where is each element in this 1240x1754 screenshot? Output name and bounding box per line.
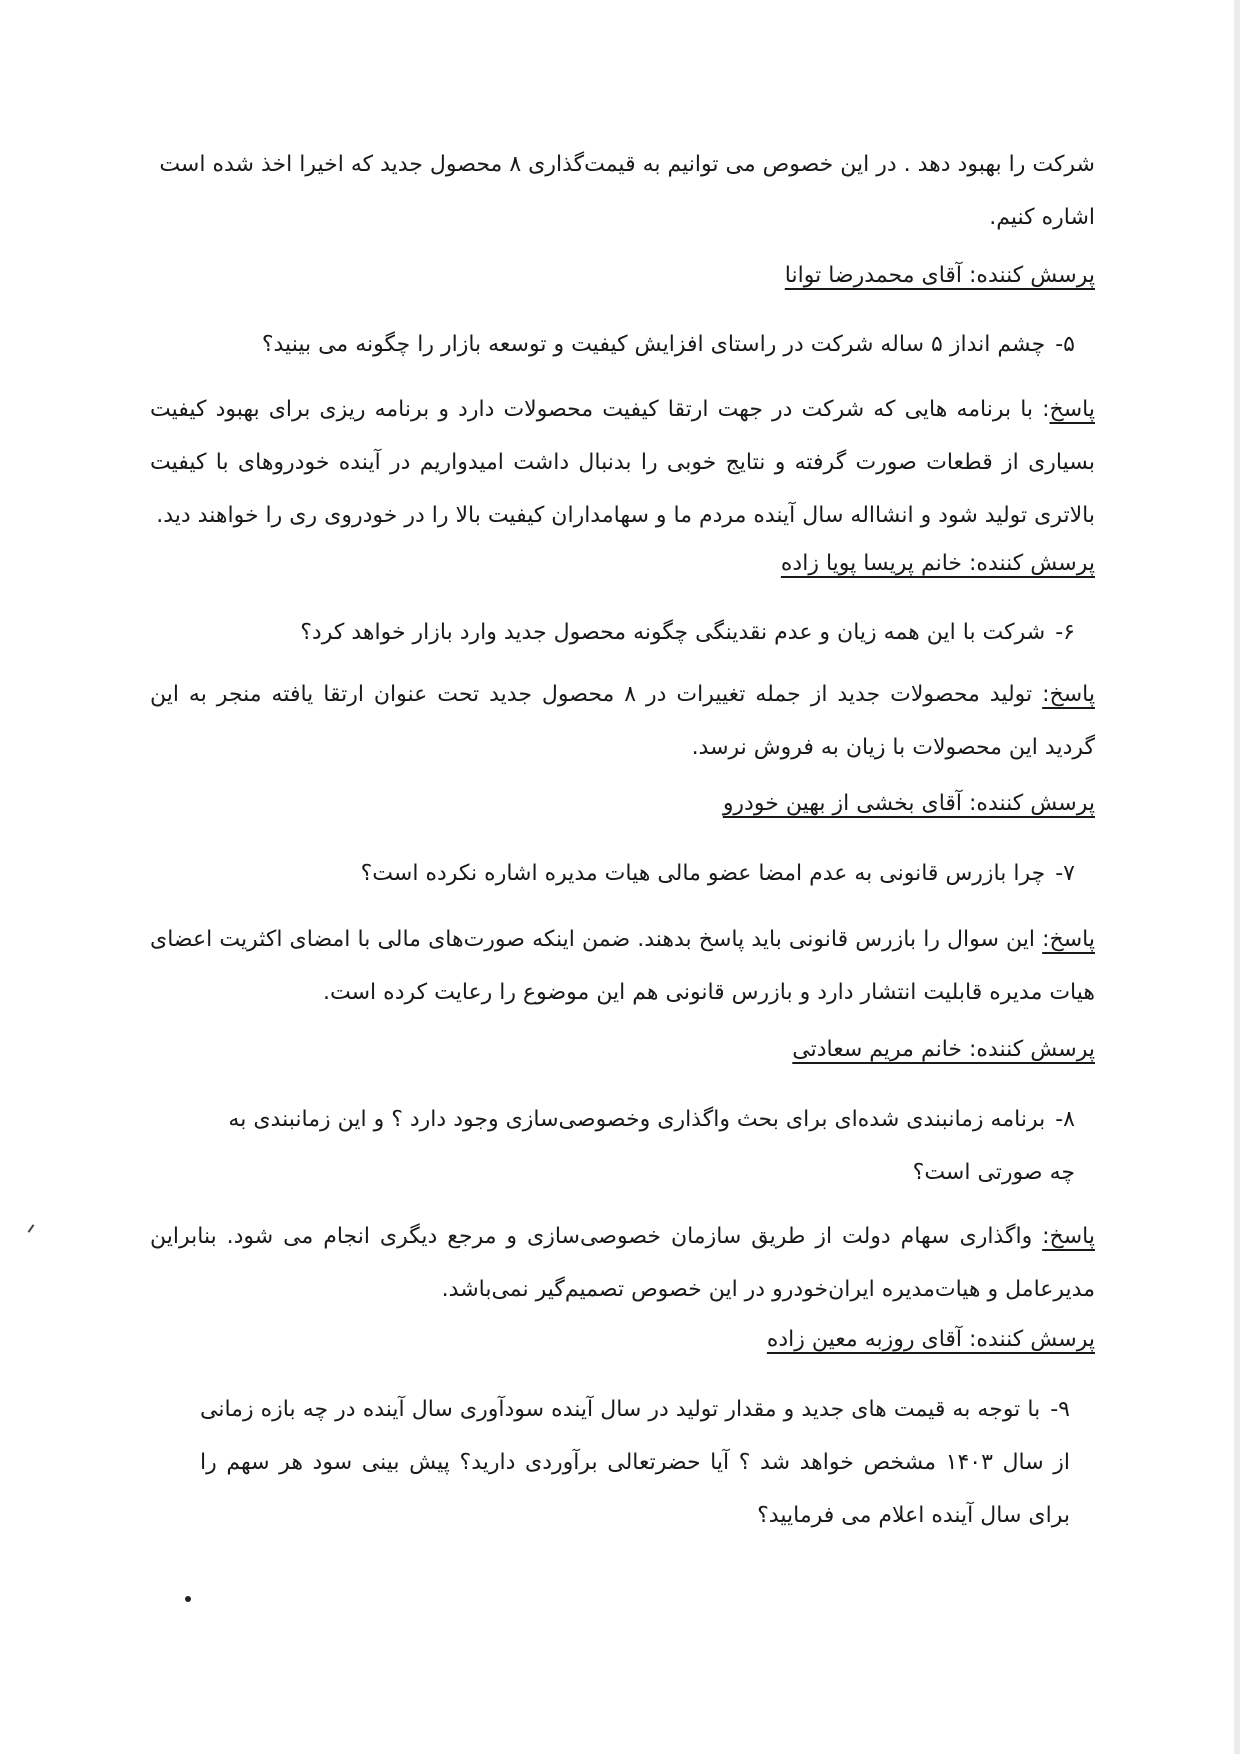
question-number: ۵- bbox=[1055, 332, 1075, 357]
intro-paragraph bbox=[150, 138, 1095, 244]
ink-dot bbox=[185, 1596, 191, 1602]
question-9 bbox=[200, 1383, 1070, 1542]
intro-line-2: اشاره کنیم. bbox=[989, 205, 1095, 230]
question-number: ۷- bbox=[1055, 861, 1075, 886]
answer-6 bbox=[150, 668, 1095, 774]
asker-8: پرسش کننده: خانم مریم سعادتی bbox=[792, 1037, 1095, 1062]
question-number: ۸- bbox=[1055, 1107, 1075, 1132]
answer-label: پاسخ: bbox=[1042, 927, 1095, 952]
question-number: ۶- bbox=[1055, 620, 1075, 645]
asker-6: پرسش کننده: خانم پریسا پویا زاده bbox=[780, 551, 1095, 576]
question-text: برنامه زمانبندی شده‌ای برای بحث واگذاری وخصوصی‌سازی وجود دارد ؟ و این زمانبندی به چه صورتی است؟ bbox=[228, 1107, 1075, 1185]
answer-label: پاسخ bbox=[1049, 397, 1095, 422]
asker-5: پرسش کننده: آقای محمدرضا توانا bbox=[784, 263, 1095, 288]
question-text: شرکت با این همه زیان و عدم نقدینگی چگونه محصول جدید وارد بازار خواهد کرد؟ bbox=[300, 620, 1046, 645]
scan-edge-shadow bbox=[1234, 0, 1240, 1754]
answer-label: پاسخ: bbox=[1042, 1224, 1095, 1249]
answer-text: این سوال را بازرس قانونی باید پاسخ بدهند. ضمن اینکه صورت‌های مالی با امضای اکثریت اعضای هیات مدیره قابلیت انتشار دارد و بازرس قانونی هم این موضوع را رعایت کرده است. bbox=[150, 927, 1095, 1005]
question-7 bbox=[361, 847, 1075, 900]
answer-label: پاسخ: bbox=[1042, 682, 1095, 707]
question-number: ۹- bbox=[1050, 1397, 1070, 1422]
answer-text: تولید محصولات جدید از جمله تغییرات در ۸ محصول جدید تحت عنوان ارتقا یافته منجر به این گردید این محصولات با زیان به فروش نرسد. bbox=[150, 682, 1095, 760]
question-text: چشم انداز ۵ ساله شرکت در راستای افزایش کیفیت و توسعه بازار را چگونه می بینید؟ bbox=[261, 332, 1046, 357]
intro-line-1: شرکت را بهبود دهد . در این خصوص می توانیم به قیمت‌گذاری ۸ محصول جدید که اخیرا اخذ شده است bbox=[159, 152, 1095, 177]
question-6 bbox=[300, 606, 1075, 659]
asker-7: پرسش کننده: آقای بخشی از بهین خودرو bbox=[722, 791, 1095, 816]
answer-7 bbox=[150, 913, 1095, 1019]
answer-text: : با برنامه هایی که شرکت در جهت ارتقا کیفیت محصولات دارد و برنامه ریزی برای بهبود کیفیت بسیاری از قطعات صورت گرفته و نتایج خوبی را بدنبال داشت امیدواریم در آینده خودروهای با کیفیت بالاتری تولید شود و انشااله سال آینده مردم ما و سهامداران کیفیت بالا را در خودروی ری را خواهند دید. bbox=[150, 397, 1095, 528]
question-8 bbox=[200, 1093, 1075, 1199]
question-text: چرا بازرس قانونی به عدم امضا عضو مالی هیات مدیره اشاره نکرده است؟ bbox=[360, 861, 1046, 886]
question-5 bbox=[262, 318, 1075, 371]
answer-8 bbox=[150, 1210, 1095, 1316]
question-text: با توجه به قیمت های جدید و مقدار تولید در سال آینده سودآوری سال آینده در چه بازه زمانی از سال ۱۴۰۳ مشخص خواهد شد ؟ آیا حضرتعالی برآوردی دارید؟ پیش بینی سود هر سهم را برای سال آینده اعلام می فرمایید؟ bbox=[200, 1397, 1070, 1528]
answer-text: واگذاری سهام دولت از طریق سازمان خصوصی‌سازی و مرجع دیگری انجام می شود. بنابراین مدیرعامل و هیات‌مدیره ایران‌خودرو در این خصوص تصمیم‌گیر نمی‌باشد. bbox=[150, 1224, 1095, 1302]
answer-5 bbox=[150, 383, 1095, 542]
asker-9: پرسش کننده: آقای روزبه معین زاده bbox=[766, 1327, 1095, 1352]
scan-mark bbox=[28, 1224, 35, 1233]
